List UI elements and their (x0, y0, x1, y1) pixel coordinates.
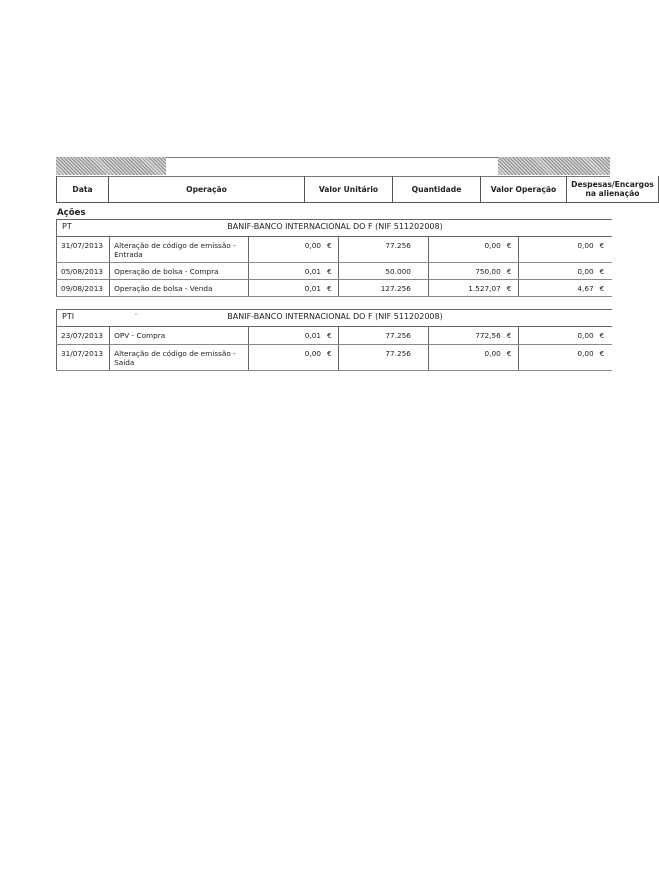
row-quantity: 127.256 (338, 280, 415, 297)
row-expenses-currency: € (598, 280, 612, 297)
row-unit-value-currency: € (325, 344, 338, 370)
row-expenses: 0,00 (518, 327, 598, 344)
row-expenses: 0,00 (518, 344, 598, 370)
row-expenses-currency: € (598, 327, 612, 344)
row-operation-value-currency: € (505, 344, 518, 370)
column-header-table (56, 176, 659, 203)
row-unit-value: 0,00 (248, 237, 325, 263)
row-quantity: 77.256 (338, 327, 415, 344)
issuer-name: BANIF-BANCO INTERNACIONAL DO F (NIF 511202008) (227, 312, 443, 321)
row-operation-value: 750,00 (428, 263, 505, 280)
header-hatch-right (498, 157, 610, 175)
row-quantity-spacer (415, 263, 428, 280)
row-unit-value: 0,00 (248, 344, 325, 370)
row-unit-value-currency: € (325, 280, 338, 297)
col-header-date: Data (57, 176, 109, 203)
issuer-name: BANIF-BANCO INTERNACIONAL DO F (NIF 511202008) (227, 222, 443, 231)
row-operation-value-currency: € (505, 237, 518, 263)
table-row (57, 237, 613, 263)
row-operation: Operação de bolsa - Compra (110, 263, 249, 280)
row-unit-value-currency: € (325, 263, 338, 280)
row-operation-value-currency: € (505, 280, 518, 297)
asset-group (56, 219, 612, 297)
asset-group-header (56, 309, 612, 327)
row-quantity-spacer (415, 280, 428, 297)
row-date: 05/08/2013 (57, 263, 110, 280)
row-quantity: 77.256 (338, 344, 415, 370)
asset-code: PT (62, 222, 72, 231)
col-header-operation-value: Valor Operação (481, 176, 567, 203)
section-title: Ações (57, 208, 86, 218)
row-unit-value: 0,01 (248, 263, 325, 280)
asset-group-header (56, 219, 612, 237)
row-expenses-currency: € (598, 237, 612, 263)
row-quantity-spacer (415, 237, 428, 263)
asset-rows-table (56, 237, 612, 297)
table-row (57, 344, 613, 370)
row-expenses: 0,00 (518, 237, 598, 263)
col-header-unit-value: Valor Unitário (305, 176, 393, 203)
row-operation: Alteração de código de emissão - Saída (110, 344, 249, 370)
row-operation-value: 1.527,07 (428, 280, 505, 297)
row-unit-value: 0,01 (248, 280, 325, 297)
asset-code: PTI (62, 312, 75, 321)
asset-rows-table (56, 327, 612, 371)
row-quantity-spacer (415, 344, 428, 370)
row-expenses: 0,00 (518, 263, 598, 280)
col-header-quantity: Quantidade (393, 176, 481, 203)
row-operation-value-currency: € (505, 263, 518, 280)
col-header-expenses: Despesas/Encargos na alienação (567, 176, 659, 203)
row-expenses-currency: € (598, 263, 612, 280)
row-expenses: 4,67 (518, 280, 598, 297)
row-operation: OPV - Compra (110, 327, 249, 344)
row-date: 09/08/2013 (57, 280, 110, 297)
row-expenses-currency: € (598, 344, 612, 370)
row-operation-value: 0,00 (428, 344, 505, 370)
row-quantity-spacer (415, 327, 428, 344)
table-row (57, 327, 613, 344)
row-unit-value: 0,01 (248, 327, 325, 344)
table-row (57, 280, 613, 297)
row-date: 31/07/2013 (57, 237, 110, 263)
row-operation: Operação de bolsa - Venda (110, 280, 249, 297)
row-operation: Alteração de código de emissão - Entrada (110, 237, 249, 263)
table-row (57, 263, 613, 280)
row-quantity: 50.000 (338, 263, 415, 280)
row-unit-value-currency: € (325, 327, 338, 344)
row-quantity: 77.256 (338, 237, 415, 263)
asset-group (56, 309, 612, 371)
col-header-operation: Operação (109, 176, 305, 203)
row-operation-value: 0,00 (428, 237, 505, 263)
asset-tick-mark: ' (135, 312, 137, 320)
header-hatch-left (56, 157, 166, 175)
row-date: 31/07/2013 (57, 344, 110, 370)
row-date: 23/07/2013 (57, 327, 110, 344)
row-operation-value-currency: € (505, 327, 518, 344)
row-operation-value: 772,56 (428, 327, 505, 344)
row-unit-value-currency: € (325, 237, 338, 263)
